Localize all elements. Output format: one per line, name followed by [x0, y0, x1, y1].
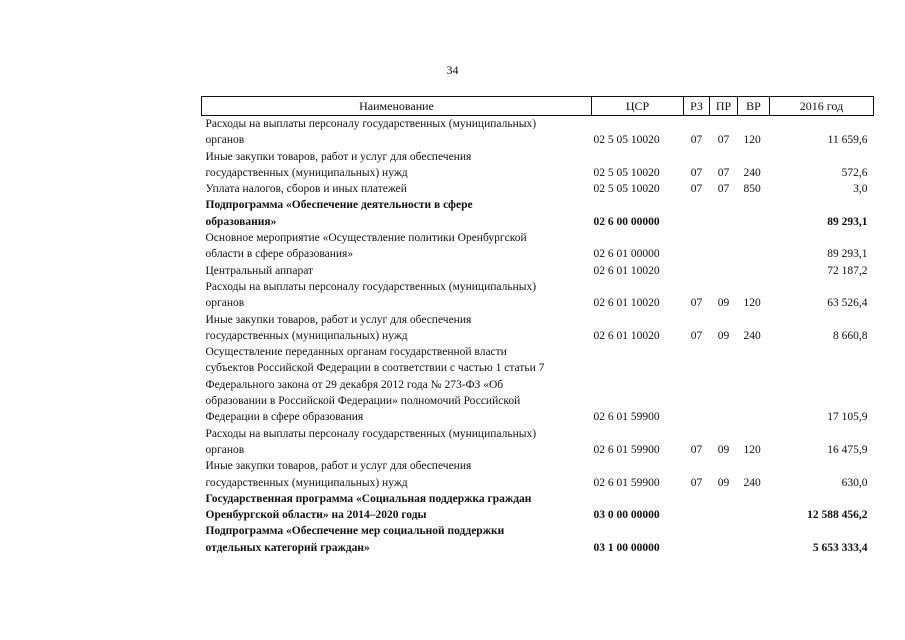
row-csr: 02 6 01 59900: [593, 411, 660, 424]
row-rz: 07: [690, 329, 703, 342]
row-sum: 72 187,2: [827, 264, 868, 277]
table-row: [202, 426, 874, 459]
table-header: [202, 97, 874, 116]
row-vr: 240: [743, 166, 761, 179]
row-name-line: государственных (муниципальных) нужд: [205, 166, 408, 179]
page-number: 34: [446, 63, 459, 77]
row-pr: 09: [717, 443, 730, 456]
row-name: [202, 523, 592, 556]
table-row: [202, 230, 874, 263]
row-name-line: Основное мероприятие «Осуществление политики Оренбургской: [205, 232, 527, 245]
row-csr: 03 0 00 00000: [593, 509, 660, 522]
row-rz: 07: [690, 297, 703, 310]
budget-table-container: [201, 96, 873, 556]
row-sum: 630,0: [841, 476, 868, 489]
row-pr: 09: [717, 297, 730, 310]
row-sum: 89 293,1: [827, 215, 868, 228]
row-name-line: Иные закупки товаров, работ и услуг для обеспечения: [205, 313, 472, 326]
row-csr: 02 6 01 10020: [593, 329, 660, 342]
budget-table: [201, 96, 874, 556]
row-name: [202, 344, 592, 425]
row-rz: [684, 523, 710, 556]
row-pr: [710, 263, 738, 279]
row-pr: [710, 344, 738, 425]
header-rz: РЗ: [684, 97, 710, 116]
table-row: [202, 312, 874, 345]
row-name-line: Государственная программа «Социальная поддержка граждан: [205, 492, 532, 505]
row-csr: 02 6 01 10020: [593, 264, 660, 277]
row-csr: 02 5 05 10020: [593, 166, 660, 179]
row-rz: 07: [690, 166, 703, 179]
row-vr: 850: [743, 183, 761, 196]
row-sum: 17 105,9: [827, 411, 868, 424]
row-sum: 8 660,8: [833, 329, 868, 342]
row-name-line: Уплата налогов, сборов и иных платежей: [205, 183, 407, 196]
row-pr: [710, 230, 738, 263]
row-vr: [738, 197, 770, 230]
header-row: [202, 97, 874, 116]
row-pr: [710, 491, 738, 524]
table-row: [202, 181, 874, 197]
row-name-line: органов: [205, 443, 245, 456]
row-csr: 02 6 01 59900: [593, 476, 660, 489]
row-name: [202, 181, 592, 197]
row-name-line: Осуществление переданных органам государственной власти: [205, 346, 507, 359]
row-vr: [738, 230, 770, 263]
table-row: [202, 344, 874, 425]
table-row: [202, 263, 874, 279]
row-name: [202, 491, 592, 524]
row-pr: 07: [717, 166, 730, 179]
row-vr: [738, 344, 770, 425]
row-name: [202, 197, 592, 230]
row-rz: [684, 344, 710, 425]
row-csr: 03 1 00 00000: [593, 541, 660, 554]
row-name-line: Расходы на выплаты персоналу государственных (муниципальных): [205, 427, 537, 440]
row-name-line: отдельных категорий граждан»: [205, 541, 370, 554]
table-row: [202, 523, 874, 556]
row-csr: 02 6 01 10020: [593, 297, 660, 310]
header-vr: ВР: [738, 97, 770, 116]
row-sum: 12 588 456,2: [807, 509, 868, 522]
row-sum: 5 653 333,4: [812, 541, 868, 554]
row-name-line: Иные закупки товаров, работ и услуг для обеспечения: [205, 460, 472, 473]
row-vr: 120: [743, 297, 761, 310]
row-name-line: Иные закупки товаров, работ и услуг для обеспечения: [205, 150, 472, 163]
row-name: [202, 116, 592, 149]
header-pr: ПР: [710, 97, 738, 116]
row-rz: 07: [690, 443, 703, 456]
row-rz: 07: [690, 134, 703, 147]
row-vr: [738, 491, 770, 524]
row-name: [202, 279, 592, 312]
row-rz: [684, 230, 710, 263]
row-name-line: Расходы на выплаты персоналу государственных (муниципальных): [205, 118, 537, 130]
row-sum: 89 293,1: [827, 248, 868, 261]
row-csr: 02 6 00 00000: [593, 215, 660, 228]
row-name-line: области в сфере образования»: [205, 248, 354, 261]
table-row: [202, 116, 874, 149]
row-rz: [684, 491, 710, 524]
row-name-line: Подпрограмма «Обеспечение деятельности в сфере: [205, 199, 473, 212]
row-name: [202, 426, 592, 459]
row-pr: [710, 523, 738, 556]
row-vr: 240: [743, 476, 761, 489]
row-name-line: органов: [205, 297, 245, 310]
row-pr: 09: [717, 329, 730, 342]
row-pr: 09: [717, 476, 730, 489]
row-name-line: Подпрограмма «Обеспечение мер социальной поддержки: [205, 525, 505, 538]
row-name-line: образовании в Российской Федерации» полномочий Российской: [205, 395, 521, 408]
row-rz: [684, 197, 710, 230]
row-rz: 07: [690, 476, 703, 489]
row-vr: [738, 523, 770, 556]
row-csr: 02 5 05 10020: [593, 183, 660, 196]
row-name: [202, 230, 592, 263]
row-name-line: образования»: [205, 215, 277, 228]
row-name-line: органов: [205, 134, 245, 147]
row-name-line: государственных (муниципальных) нужд: [205, 476, 408, 489]
row-sum: 63 526,4: [827, 297, 868, 310]
row-csr: 02 6 01 59900: [593, 443, 660, 456]
row-pr: 07: [717, 183, 730, 196]
row-csr: 02 6 01 00000: [593, 248, 660, 261]
row-sum: 16 475,9: [827, 443, 868, 456]
row-name-line: государственных (муниципальных) нужд: [205, 329, 408, 342]
row-name: [202, 149, 592, 182]
table-row: [202, 279, 874, 312]
header-csr: ЦСР: [592, 97, 684, 116]
row-name-line: Федерации в сфере образования: [205, 411, 364, 424]
row-vr: 240: [743, 329, 761, 342]
table-row: [202, 197, 874, 230]
table-row: [202, 458, 874, 491]
row-name-line: Федерального закона от 29 декабря 2012 года № 273-ФЗ «Об: [205, 378, 504, 391]
row-sum: 3,0: [853, 183, 868, 196]
row-vr: 120: [743, 443, 761, 456]
row-name-line: Центральный аппарат: [205, 264, 314, 277]
row-name: [202, 263, 592, 279]
row-name-line: Расходы на выплаты персоналу государственных (муниципальных): [205, 280, 537, 293]
row-pr: 07: [717, 134, 730, 147]
row-name-line: субъектов Российской Федерации в соответствии с частью 1 статьи 7: [205, 362, 545, 375]
row-rz: [684, 263, 710, 279]
row-name: [202, 458, 592, 491]
row-rz: 07: [690, 183, 703, 196]
row-name-line: Оренбургской области» на 2014–2020 годы: [205, 509, 427, 522]
row-vr: 120: [743, 134, 761, 147]
header-name: Наименование: [202, 97, 592, 116]
row-pr: [710, 197, 738, 230]
row-sum: 11 659,6: [827, 134, 868, 147]
row-name: [202, 312, 592, 345]
row-vr: [738, 263, 770, 279]
header-sum: 2016 год: [770, 97, 874, 116]
table-row: [202, 491, 874, 524]
table-row: [202, 149, 874, 182]
table-body: [202, 116, 874, 557]
row-csr: 02 5 05 10020: [593, 134, 660, 147]
row-sum: 572,6: [841, 166, 868, 179]
